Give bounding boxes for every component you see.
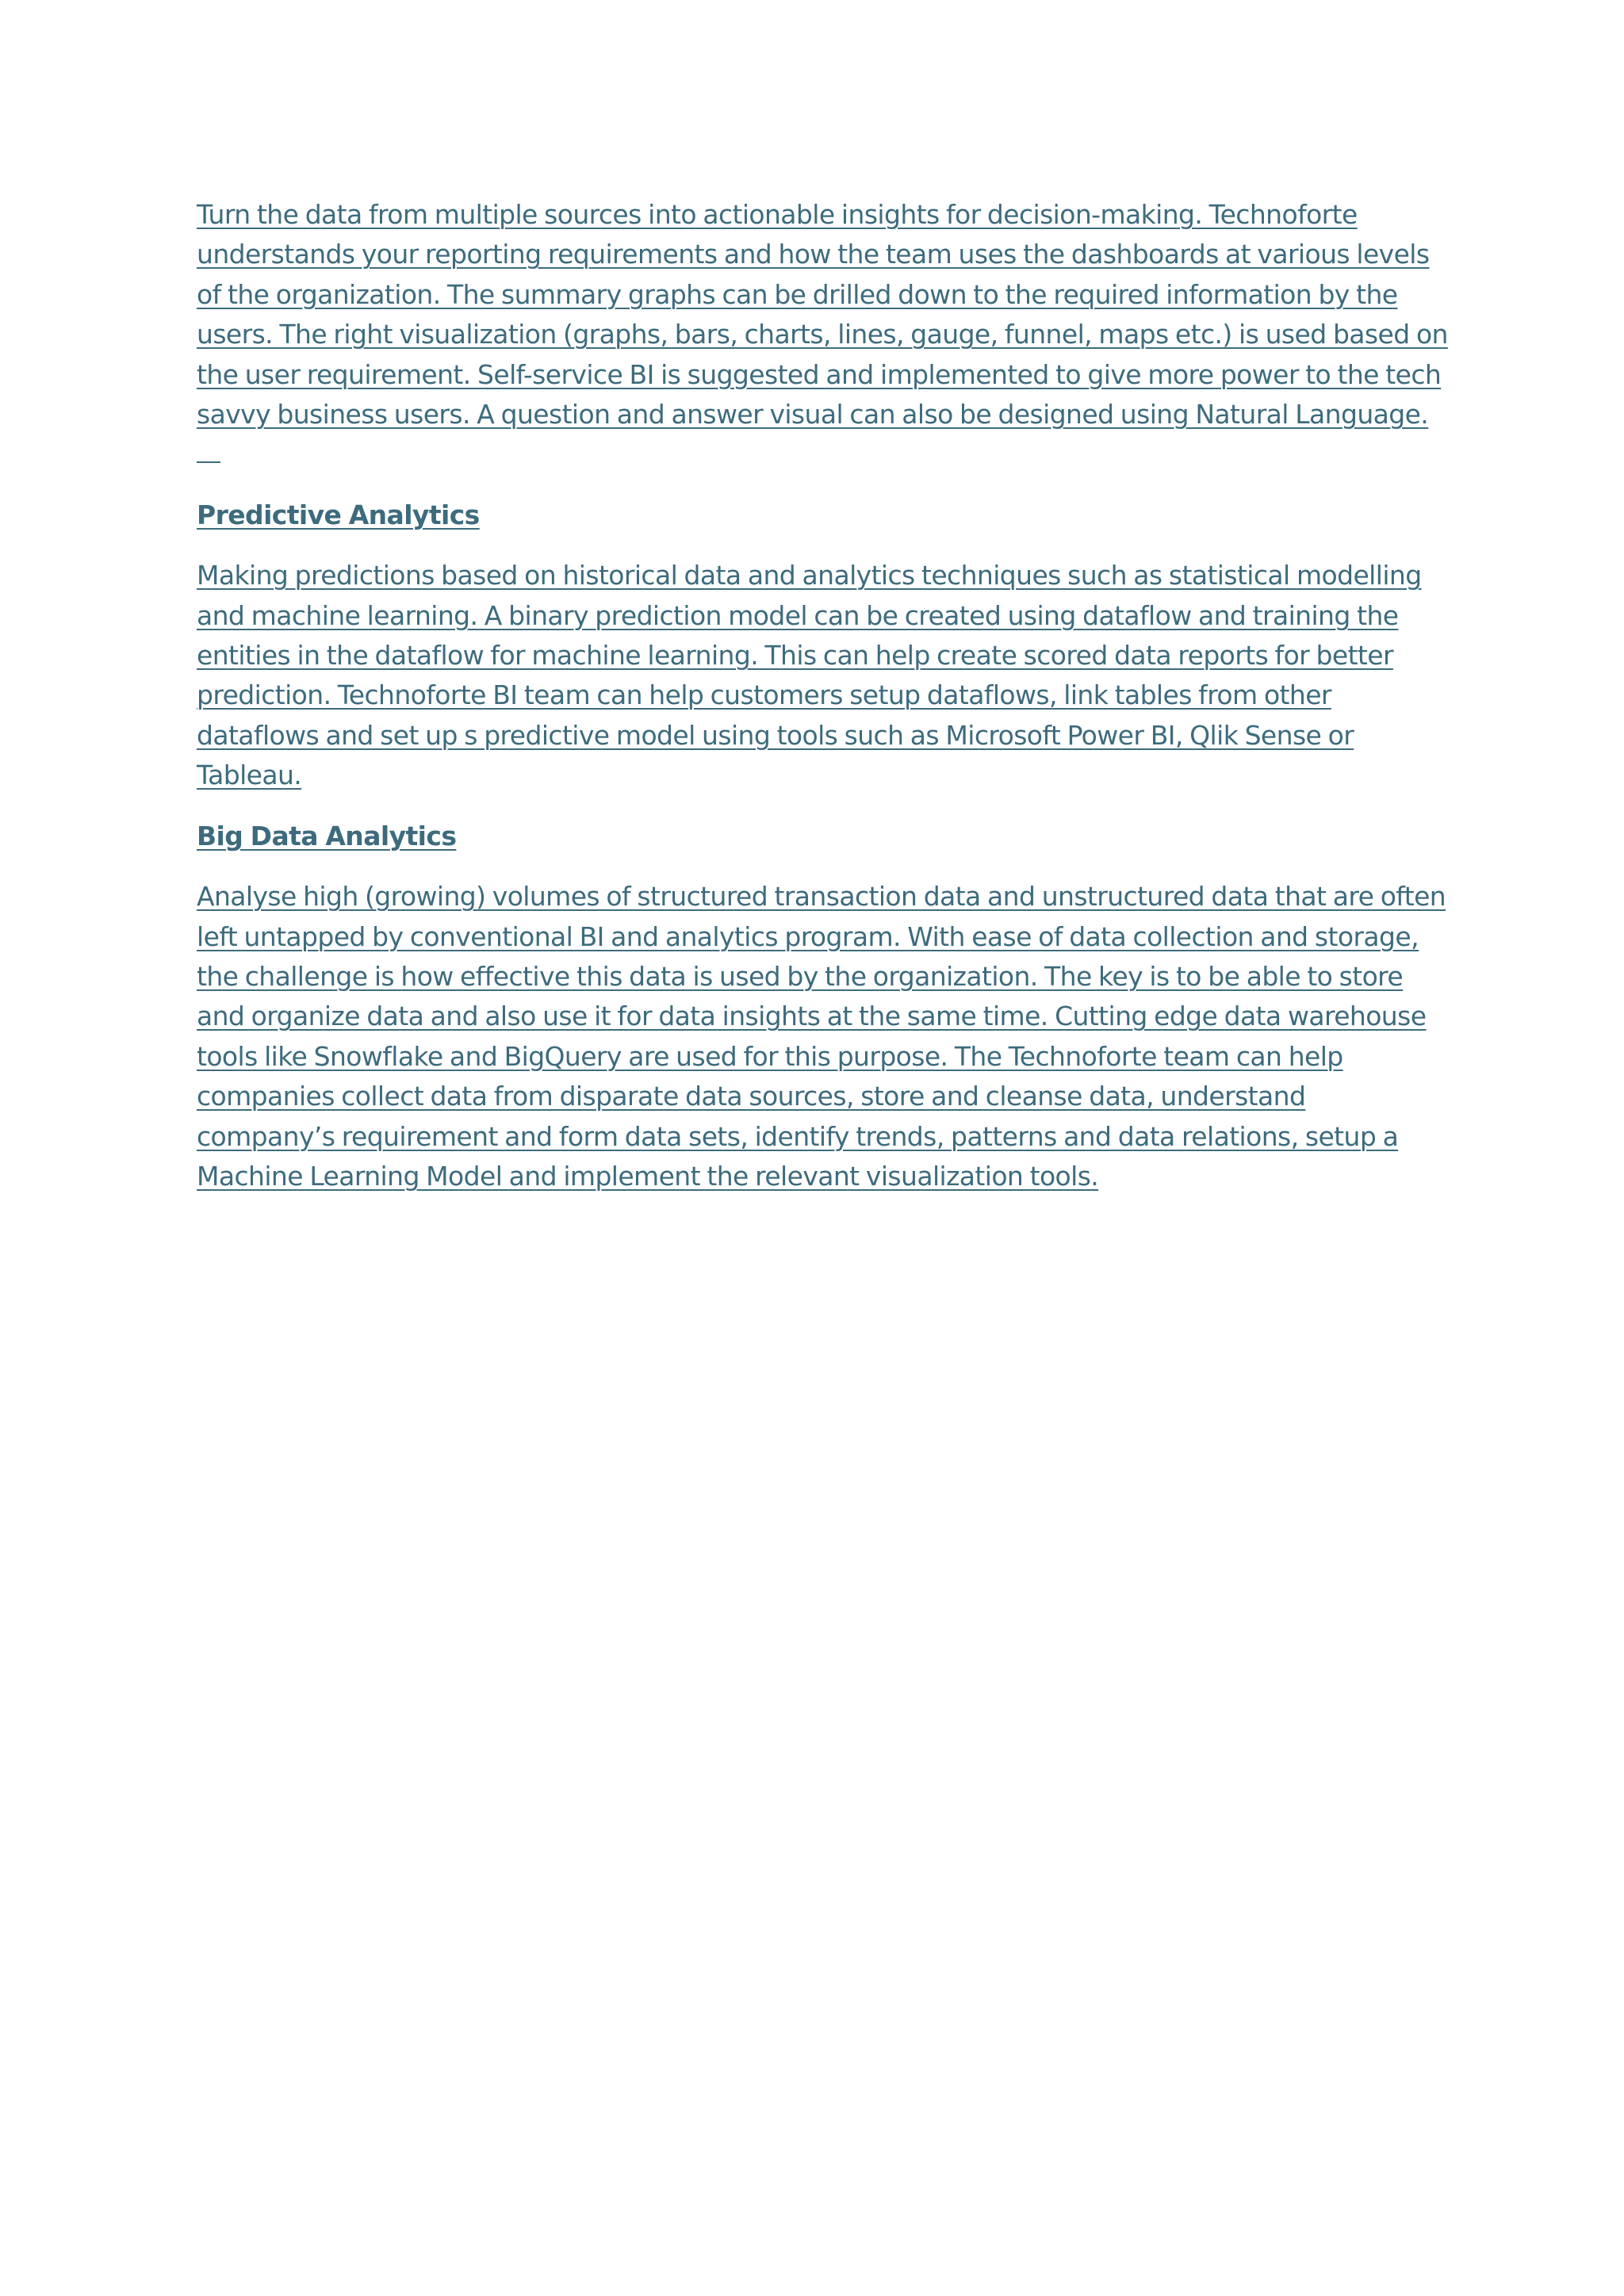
big-data-analytics-paragraph: Analyse high (growing) volumes of structured transaction data and unstructured data that are often left untapped by conventional BI and analytics program. With ease of data collection and storage, the challenge is how effective this data is used by the organization. The key is to be able to store and organize data and also use it for data insights at the same time. Cutting edge data warehouse tools like Snowflake and BigQuery are used for this purpose. The Technoforte team can help companies collect data from disparate data sources, store and cleanse data, understand company’s requirement and form data sets, identify trends, patterns and data relations, setup a Machine Learning Model and implement the relevant visualization tools. bbox=[197, 881, 1446, 1192]
intro-paragraph-text: Turn the data from multiple sources into actionable insights for decision-making. Technoforte understands your reporting requirements and how the team uses the dashboards at various levels of the organization. The summary graphs can be drilled down to the required information by the users. The right visualization (graphs, bars, charts, lines, gauge, funnel, maps etc.) is used based on the user requirement. Self-service BI is suggested and implemented to give more power to the tech savvy business users. A question and answer visual can also be designed using Natural Language. bbox=[197, 199, 1448, 430]
predictive-analytics-paragraph: Making predictions based on historical data and analytics techniques such as statistical modelling and machine learning. A binary prediction model can be created using dataflow and training the entities in the dataflow for machine learning. This can help create scored data reports for better prediction. Technoforte BI team can help customers setup dataflows, link tables from other dataflows and set up s predictive model using tools such as Microsoft Power BI, Qlik Sense or Tableau. bbox=[197, 560, 1422, 791]
intro-paragraph bbox=[197, 195, 1450, 475]
trailing-underline bbox=[197, 438, 220, 463]
document-body bbox=[197, 195, 1450, 1217]
heading-big-data-analytics: Big Data Analytics bbox=[197, 820, 457, 851]
heading-predictive-analytics: Predictive Analytics bbox=[197, 499, 480, 530]
